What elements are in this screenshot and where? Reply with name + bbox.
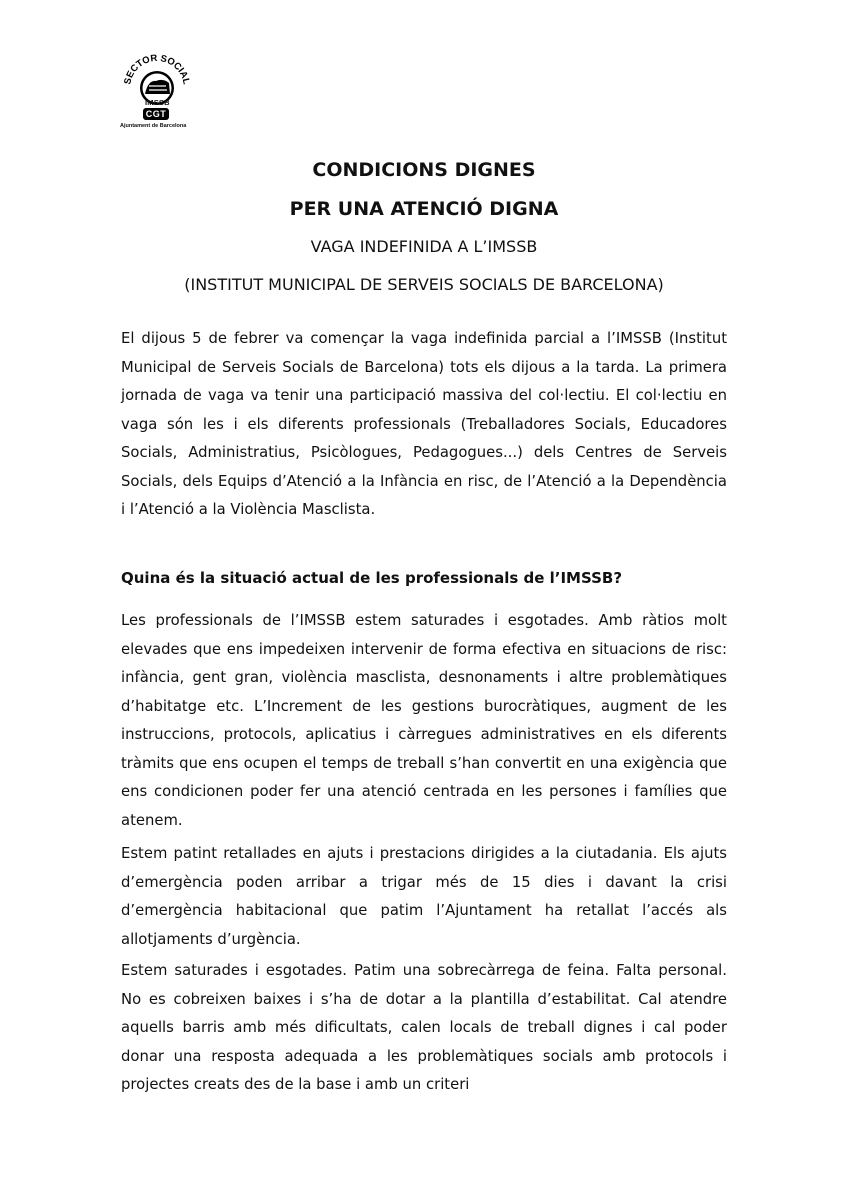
situation-paragraph: [121, 607, 727, 835]
logo-footer-text: Ajuntament de Barcelona: [120, 123, 187, 129]
page-title-line-1: CONDICIONS DIGNES: [312, 159, 536, 181]
logo-arc-text: SECTOR SOCIAL: [122, 52, 192, 86]
intro-paragraph: [121, 325, 727, 525]
overload-paragraph: [121, 957, 727, 1100]
overload-text: Estem saturades i esgotades. Patim una sobrecàrrega de feina. Falta personal. No es cobreixen baixes i s’ha de dotar a la plantilla d’estabilitat. Cal atendre aquells barris amb més dificultats, calen locals de treball dignes i cal poder donar una resposta adequada a les problemàtiques socials amb protocols i projectes creats des de la base i amb un criteri: [121, 962, 727, 1093]
section-heading: Quina és la situació actual de les professionals de l’IMSSB?: [121, 569, 623, 587]
union-logo: [108, 50, 208, 140]
cuts-paragraph: [121, 840, 727, 954]
logo-cgt-badge: CGT: [143, 108, 169, 120]
page-subtitle-line-2: (INSTITUT MUNICIPAL DE SERVEIS SOCIALS DE BARCELONA): [184, 275, 664, 294]
intro-text: El dijous 5 de febrer va començar la vaga indefinida parcial a l’IMSSB (Institut Municipal de Serveis Socials de Barcelona) tots els dijous a la tarda. La primera jornada de vaga va tenir una participació massiva del col·lectiu. El col·lectiu en vaga són les i els diferents professionals (Treballadores Socials, Educadores Socials, Administratius, Psicòlogues, Pedagogues...) dels Centres de Serveis Socials, dels Equips d’Atenció a la Infància en risc, de l’Atenció a la Dependència i l’Atenció a la Violència Masclista.: [121, 330, 727, 518]
page-title-line-2: PER UNA ATENCIÓ DIGNA: [289, 198, 559, 220]
situation-text: Les professionals de l’IMSSB estem saturades i esgotades. Amb ràtios molt elevades que ens impedeixen intervenir de forma efectiva en situacions de risc: infància, gent gran, violència masclista, desnonaments i altre problemàtiques d’habitatge etc. L’Increment de les gestions burocràtiques, augment de les instruccions, protocols, aplicatius i càrregues administratives en els diferents tràmits que ens ocupen el temps de treball s’han convertit en una exigència que ens condicionen poder fer una atenció centrada en les persones i famílies que atenem.: [121, 612, 727, 829]
page-subtitle-line-1: VAGA INDEFINIDA A L’IMSSB: [310, 237, 538, 256]
logo-union-text: IMSSB: [145, 98, 170, 107]
cuts-text: Estem patint retallades en ajuts i prestacions dirigides a la ciutadania. Els ajuts d’emergència poden arribar a trigar més de 15 dies i davant la crisi d’emergència habitacional que patim l’Ajuntament ha retallat l’accés als allotjaments d’urgència.: [121, 845, 727, 948]
